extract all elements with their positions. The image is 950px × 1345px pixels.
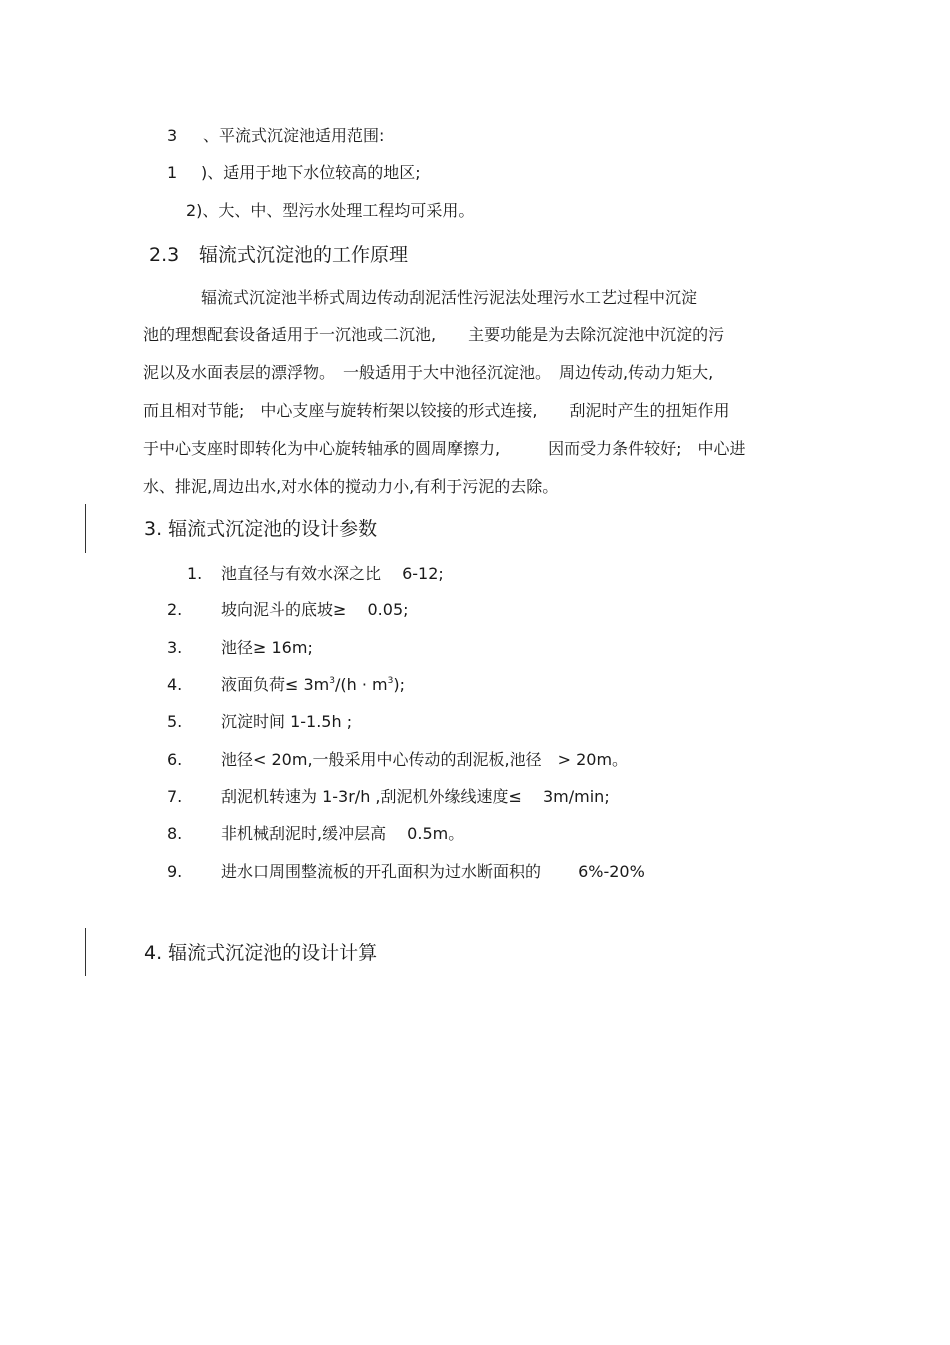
list-item-number: 5.: [167, 712, 183, 731]
list-item-number: 8.: [167, 824, 183, 843]
section-2-3-heading: [149, 243, 408, 267]
sub3-heading-number: 3: [167, 126, 178, 145]
list-item-number: 7.: [167, 787, 183, 806]
sub3-item-1-text: )、适用于地下水位较高的地区;: [201, 163, 421, 182]
sub3-item-2: 2)、大、中、型污水处理工程均可采用。: [186, 201, 475, 220]
list-item-text: 坡向泥斗的底坡≥ 0.05;: [221, 600, 409, 619]
list-item-text: 沉淀时间 1-1.5h ;: [221, 712, 353, 731]
list-item: [187, 564, 444, 584]
list-item-text: 刮泥机转速为 1-3r/h ,刮泥机外缘线速度≤ 3m/min;: [221, 787, 610, 806]
paragraph-line: 泥以及水面表层的漂浮物。 一般适用于大中池径沉淀池。 周边传动,传动力矩大,: [143, 363, 714, 382]
section-2-3-number: 2.3: [149, 244, 180, 266]
list-item: [167, 750, 628, 770]
list-item-text: 池径≥ 16m;: [221, 638, 313, 657]
list-item-number: 3.: [167, 638, 183, 657]
paragraph-line: 而且相对节能; 中心支座与旋转桁架以铰接的形式连接, 刮泥时产生的扭矩作用: [143, 401, 730, 420]
paragraph-line: 于中心支座时即转化为中心旋转轴承的圆周摩擦力, 因而受力条件较好; 中心进: [143, 439, 746, 458]
sub3-heading: [167, 126, 384, 146]
list-item: [167, 862, 645, 882]
list-item: [167, 675, 405, 695]
list-item-number: 4.: [167, 675, 183, 694]
sub3-heading-text: 、平流式沉淀池适用范围:: [203, 126, 385, 145]
list-item: [167, 638, 313, 658]
list-item: [167, 787, 610, 807]
section-3-heading: 3. 辐流式沉淀池的设计参数: [144, 518, 378, 540]
list-item-number: 6.: [167, 750, 183, 769]
sub3-item-1: [167, 163, 421, 183]
paragraph-line: 辐流式沉淀池半桥式周边传动刮泥活性污泥法处理污水工艺过程中沉淀: [201, 288, 698, 307]
revision-bar: [85, 504, 86, 553]
list-item-text: 池径< 20m,一般采用中心传动的刮泥板,池径 > 20m。: [221, 750, 629, 769]
list-item-text: 池直径与有效水深之比 6-12;: [221, 564, 444, 583]
list-item-text: 液面负荷≤ $3m^3/(h \cdot m^3)$;: [221, 675, 405, 694]
section-2-3-title: 辐流式沉淀池的工作原理: [199, 244, 409, 266]
list-item: [167, 824, 464, 844]
section-4-heading: 4. 辐流式沉淀池的设计计算: [144, 942, 378, 964]
list-item: [167, 600, 409, 620]
list-item-number: 1.: [187, 564, 203, 583]
list-item-number: 2.: [167, 600, 183, 619]
sub3-item-1-number: 1: [167, 163, 178, 182]
paragraph-line: 水、排泥,周边出水,对水体的搅动力小,有利于污泥的去除。: [143, 477, 559, 496]
list-item: [167, 712, 352, 732]
list-item-text: 非机械刮泥时,缓冲层高 0.5m。: [221, 824, 465, 843]
list-item-text: 进水口周围整流板的开孔面积为过水断面积的 6%-20%: [221, 862, 645, 881]
paragraph-line: 池的理想配套设备适用于一沉池或二沉池, 主要功能是为去除沉淀池中沉淀的污: [143, 325, 725, 344]
revision-bar: [85, 928, 86, 976]
list-item-number: 9.: [167, 862, 183, 881]
